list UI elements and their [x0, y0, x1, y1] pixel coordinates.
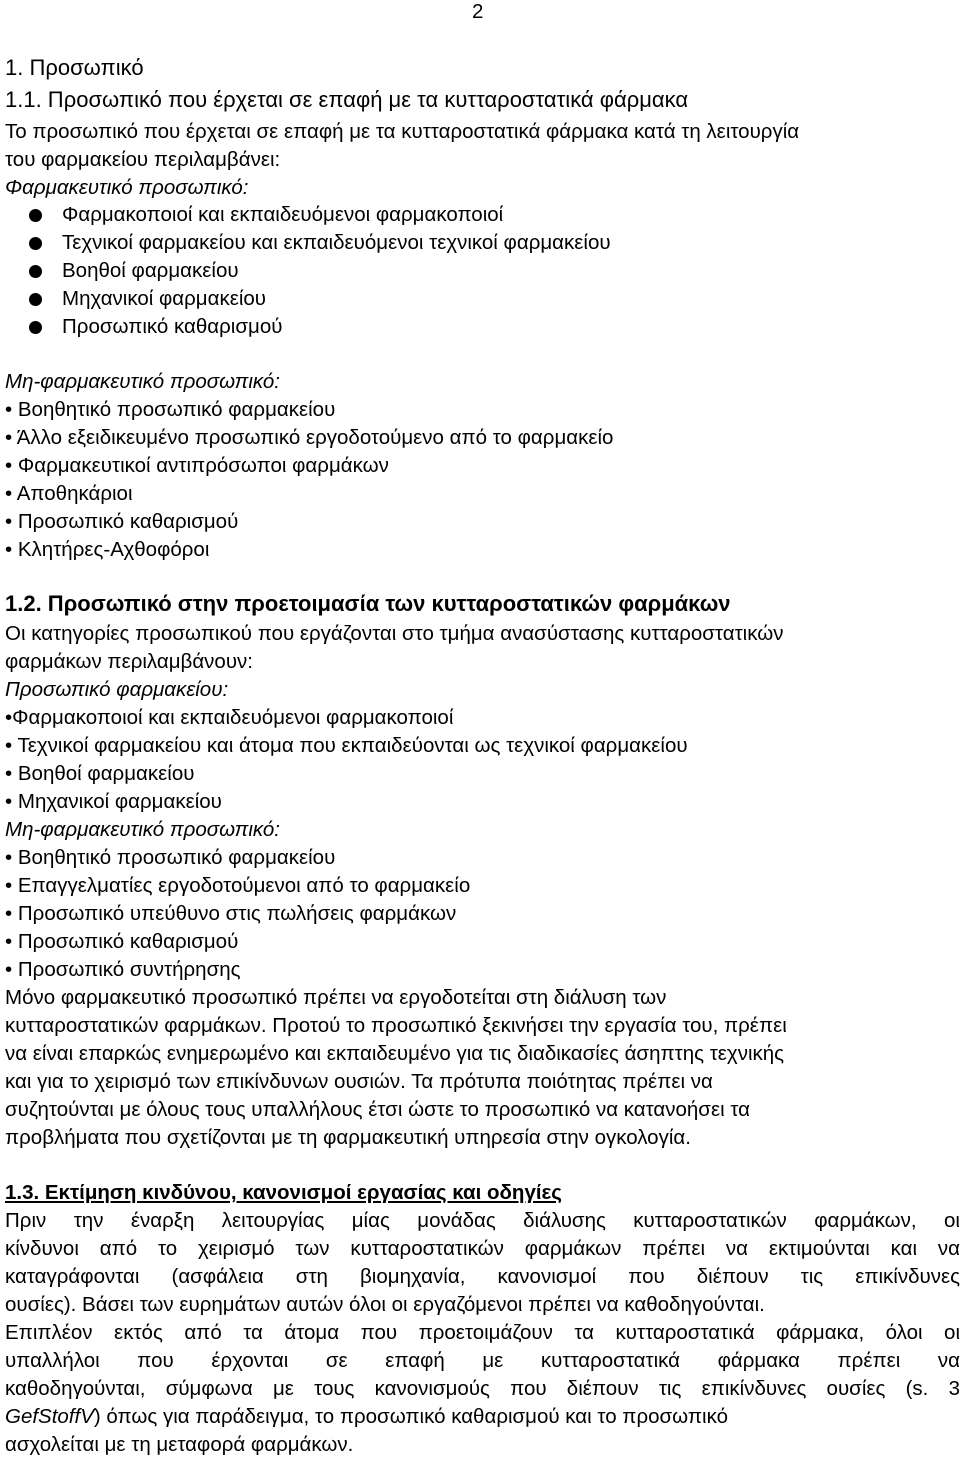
subsection-heading-1-3: 1.3. Εκτίμηση κινδύνου, κανονισμοί εργασίας και οδηγίες	[5, 1181, 562, 1204]
list-item: • Προσωπικό καθαρισμού	[5, 930, 239, 953]
subsection-heading-1-2: 1.2. Προσωπικό στην προετοιμασία των κυτταροστατικών φαρμάκων	[5, 591, 731, 616]
intro-line: φαρμάκων περιλαμβάνουν:	[5, 650, 253, 673]
paragraph-line: καθοδηγούνται, σύμφωνα με τους κανονισμούς που διέπουν τις επικίνδυνες ουσίες (s. 3	[5, 1377, 960, 1400]
list-item: Βοηθοί φαρμακείου	[62, 259, 239, 282]
list-item: • Βοηθητικό προσωπικό φαρμακείου	[5, 846, 336, 869]
bullet-icon	[29, 321, 42, 334]
list-item: • Προσωπικό συντήρησης	[5, 958, 241, 981]
paragraph-line: συζητούνται με όλους τους υπαλλήλους έτσι ώστε το προσωπικό να κατανοήσει τα	[5, 1098, 751, 1121]
regulation-reference: GefStoffV	[5, 1405, 94, 1428]
list-item: Προσωπικό καθαρισμού	[62, 315, 283, 338]
bullet-icon	[29, 265, 42, 278]
paragraph-line: Επιπλέον εκτός από τα άτομα που προετοιμάζουν τα κυτταροστατικά φάρμακα, όλοι οι	[5, 1321, 960, 1344]
paragraph-line: ουσίες). Βάσει των ευρημάτων αυτών όλοι οι εργαζόμενοι πρέπει να καθοδηγούνται.	[5, 1293, 765, 1316]
paragraph-line: να είναι επαρκώς ενημερωμένο και εκπαιδευμένο για τις διαδικασίες άσηπτης τεχνικής	[5, 1042, 785, 1065]
bullet-icon	[29, 209, 42, 222]
list-item: Τεχνικοί φαρμακείου και εκπαιδευόμενοι τεχνικοί φαρμακείου	[62, 231, 611, 254]
paragraph-line: Μόνο φαρμακευτικό προσωπικό πρέπει να εργοδοτείται στη διάλυση των	[5, 986, 667, 1009]
list-item: • Προσωπικό καθαρισμού	[5, 510, 239, 533]
paragraph-line-mixed	[5, 1405, 728, 1429]
list-item: • Προσωπικό υπεύθυνο στις πωλήσεις φαρμάκων	[5, 902, 457, 925]
paragraph-line: κίνδυνοι από το χειρισμό των κυτταροστατικών φαρμάκων πρέπει να εκτιμούνται και να	[5, 1237, 960, 1260]
list-item: • Κλητήρες-Αχθοφόροι	[5, 538, 210, 561]
list-item: • Επαγγελματίες εργοδοτούμενοι από το φαρμακείο	[5, 874, 471, 897]
bullet-icon	[29, 237, 42, 250]
paragraph-line: προβλήματα που σχετίζονται με τη φαρμακευτική υπηρεσία στην ογκολογία.	[5, 1126, 691, 1149]
section-heading: 1. Προσωπικό	[5, 55, 144, 80]
list-item: • Φαρμακευτικοί αντιπρόσωποι φαρμάκων	[5, 454, 389, 477]
list-item: • Βοηθοί φαρμακείου	[5, 762, 195, 785]
list-item: • Αποθηκάριοι	[5, 482, 133, 505]
paragraph-line: Πριν την έναρξη λειτουργίας μίας μονάδας διάλυσης κυτταροστατικών φαρμάκων, οι	[5, 1209, 960, 1232]
list-item: • Άλλο εξειδικευμένο προσωπικό εργοδοτούμενο από το φαρμακείο	[5, 426, 614, 449]
paragraph-line: ασχολείται με τη μεταφορά φαρμάκων.	[5, 1433, 354, 1456]
bullet-icon	[29, 293, 42, 306]
list-item: • Τεχνικοί φαρμακείου και άτομα που εκπαιδεύονται ως τεχνικοί φαρμακείου	[5, 734, 688, 757]
list-item: •Φαρμακοποιοί και εκπαιδευόμενοι φαρμακοποιοί	[5, 706, 454, 729]
paragraph-line: και για το χειρισμό των επικίνδυνων ουσιών. Τα πρότυπα ποιότητας πρέπει να	[5, 1070, 713, 1093]
page-number: 2	[472, 0, 484, 23]
list-item: • Μηχανικοί φαρμακείου	[5, 790, 222, 813]
paragraph-line: κυτταροστατικών φαρμάκων. Προτού το προσωπικό ξεκινήσει την εργασία του, πρέπει	[5, 1014, 787, 1037]
list-label: Προσωπικό φαρμακείου:	[5, 678, 229, 701]
list-item: Φαρμακοποιοί και εκπαιδευόμενοι φαρμακοποιοί	[62, 203, 504, 226]
paragraph-line: καταγράφονται (ασφάλεια στη βιομηχανία, κανονισμοί που διέπουν τις επικίνδυνες	[5, 1265, 960, 1288]
list-label: Μη-φαρμακευτικό προσωπικό:	[5, 370, 280, 393]
paragraph-line-rest: ) όπως για παράδειγμα, το προσωπικό καθαρισμού και το προσωπικό	[93, 1405, 728, 1428]
list-label: Μη-φαρμακευτικό προσωπικό:	[5, 818, 280, 841]
paragraph-line: υπαλλήλοι που έρχονται σε επαφή με κυτταροστατικά φάρμακα πρέπει να	[5, 1349, 960, 1372]
subsection-heading-1-1: 1.1. Προσωπικό που έρχεται σε επαφή με τα κυτταροστατικά φάρμακα	[5, 87, 689, 112]
list-label: Φαρμακευτικό προσωπικό:	[5, 176, 249, 199]
intro-line: Το προσωπικό που έρχεται σε επαφή με τα κυτταροστατικά φάρμακα κατά τη λειτουργία	[5, 120, 800, 143]
intro-line: Οι κατηγορίες προσωπικού που εργάζονται στο τμήμα ανασύστασης κυτταροστατικών	[5, 622, 784, 645]
list-item: • Βοηθητικό προσωπικό φαρμακείου	[5, 398, 336, 421]
intro-line: του φαρμακείου περιλαμβάνει:	[5, 148, 281, 171]
list-item: Μηχανικοί φαρμακείου	[62, 287, 267, 310]
